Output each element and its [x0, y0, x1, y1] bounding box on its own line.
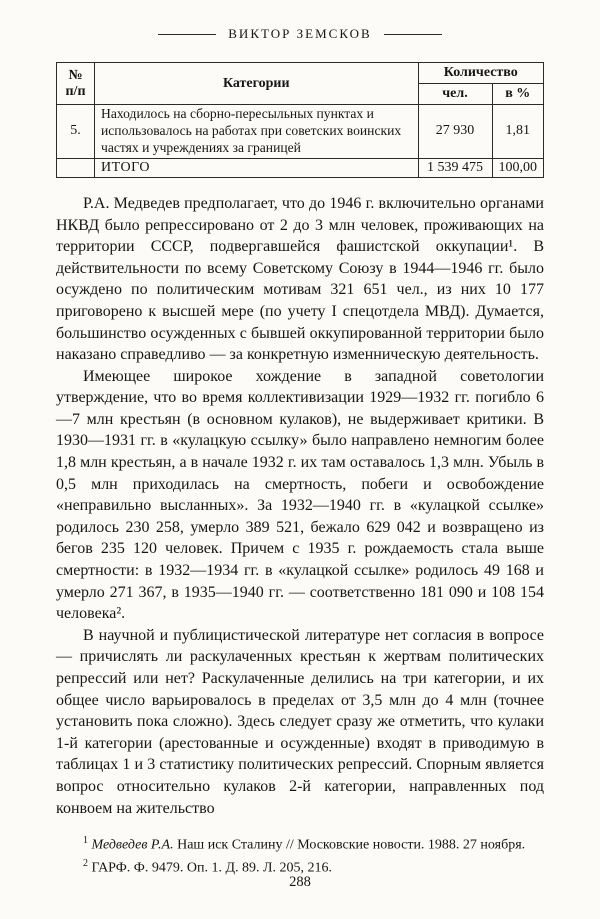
table-row — [57, 105, 544, 159]
footnotes — [56, 832, 544, 878]
header-rule-right — [384, 34, 442, 35]
footnote-2-text: ГАРФ. Ф. 9479. Оп. 1. Д. 89. Л. 205, 216. — [91, 860, 332, 876]
paragraph-1: Р.А. Медведев предполагает, что до 1946 г. включительно органами НКВД было репрессировано от 2 до 3 млн человек, проживающих на территории СССР, подвергавшейся фашистской оккупации¹. В действительности по всему Советскому Союзу в 1944—1946 гг. было осуждено по политическим мотивам 321 651 чел., из них 10 177 приговорено к высшей мере (по учету I спецотдела МВД). Думается, большинство осужденных с бывшей оккупированной территории было наказано справедливо — за конкретную изменническую деятельность. — [56, 194, 544, 364]
table-body — [57, 105, 544, 178]
footnote-1-text: Наш иск Сталину // Московские новости. 1988. 27 ноября. — [173, 837, 526, 853]
table-header-percent: в % — [492, 84, 544, 105]
statistics-table — [56, 62, 544, 178]
row-number: 5. — [57, 105, 95, 159]
body-text — [56, 193, 544, 819]
table-header-category: Категории — [95, 63, 419, 105]
paragraph-3: В научной и публицистической литературе нет согласия в вопросе — причислять ли раскулаченных крестьян к жертвам политических репрессий или нет? Раскулаченные делились на три категории, и их общее число варьировалось в пределах от 3,5 млн до 4 млн (точнее установить пока сложно). Здесь следует сразу же отметить, что кулаки 1-й категории (арестованные и осужденные) входят в приводимую в таблицах 1 и 3 статистику политических репрессий. Спорным является вопрос относительно кулаков 2-й категории, направленных под конвоем на жительство — [56, 626, 544, 817]
footnote-1 — [56, 832, 544, 855]
header-rule-left — [158, 34, 216, 35]
table-header-num: № п/п — [57, 63, 95, 105]
page-number: 288 — [289, 874, 311, 890]
footnote-1-marker: 1 — [83, 835, 88, 847]
row-category: Находилось на сборно-пересыльных пунктах и использовалось на работах при советских воинских частях и учреждениях за границей — [95, 105, 419, 159]
table-total-row — [57, 158, 544, 177]
row-percent: 1,81 — [492, 105, 544, 159]
footnote-1-author: Медведев Р.А. — [91, 837, 174, 853]
running-header-title: ВИКТОР ЗЕМСКОВ — [228, 26, 372, 41]
total-percent: 100,00 — [492, 158, 544, 177]
running-header — [56, 26, 544, 42]
table-header-quantity: Количество — [418, 63, 544, 84]
table-header-persons: чел. — [418, 84, 492, 105]
footnote-2-marker: 2 — [83, 858, 88, 870]
paragraph-2: Имеющее широкое хождение в западной советологии утверждение, что во время коллективизации 1929—1932 гг. погибло 6—7 млн крестьян (в основном кулаков), не выдерживает критики. В 1930—1931 гг. в «кулацкую ссылку» было направлено немногим более 1,8 млн крестьян, а в начале 1932 г. их там оставалось 1,3 млн. Убыль в 0,5 млн приходилась на смертность, побеги и освобождение «неправильно высланных». За 1932—1940 гг. в «кулацкой ссылке» родилось 230 258, умерло 389 521, бежало 629 042 и возвращено из бегов 235 120 человек. Причем с 1935 г. рождаемость стала выше смертности: в 1932—1934 гг. в «кулацкой ссылке» родилось 49 168 и умерло 271 367, в 1935—1940 гг. — соответственно 181 090 и 108 154 человека². — [56, 367, 544, 623]
table-head — [57, 63, 544, 105]
row-persons: 27 930 — [418, 105, 492, 159]
total-label: ИТОГО — [95, 158, 419, 177]
total-num-cell — [57, 158, 95, 177]
total-persons: 1 539 475 — [418, 158, 492, 177]
